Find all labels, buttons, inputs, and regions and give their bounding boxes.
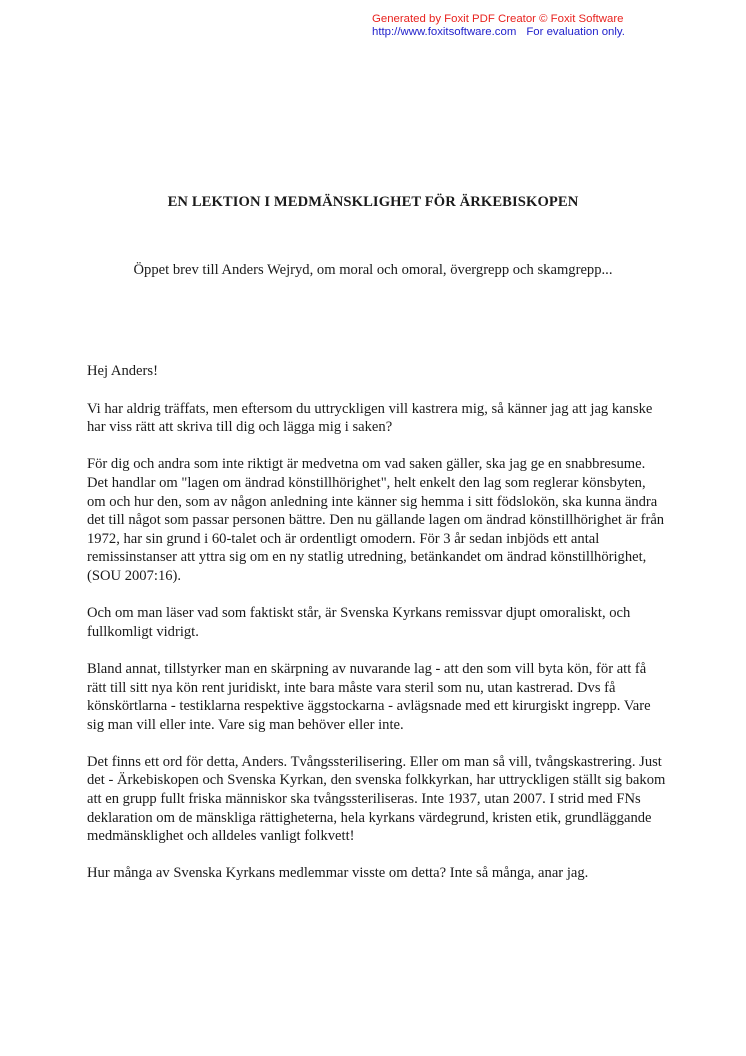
- watermark-url-link[interactable]: http://www.foxitsoftware.com: [372, 26, 517, 38]
- paragraph: För dig och andra som inte riktigt är medvetna om vad saken gäller, ska jag ge en snabbresume. Det handlar om "lagen om ändrad könstillhörighet", helt enkelt den lag som reglerar könsbyten, om och hur den, som av någon anledning inte känner sig hemma i sitt födslokön, ska kunna ändra det till något som passar personen bättre. Den nu gällande lagen om ändrad könstillhörighet är från 1972, har sin grund i 60-talet och är ordentligt omodern. För 3 år sedan inbjöds ett antal remissinstanser att yttra sig om en ny statlig utredning, betänkandet om ändrad könstillhörighet, (SOU 2007:16).: [87, 456, 665, 584]
- paragraph: Hur många av Svenska Kyrkans medlemmar visste om detta? Inte så många, anar jag.: [87, 865, 589, 882]
- watermark-generator-text: Generated by Foxit PDF Creator © Foxit Software: [372, 13, 624, 25]
- letter-body: [87, 362, 667, 902]
- watermark-evaluation-note: For evaluation only.: [526, 26, 625, 38]
- paragraph: Vi har aldrig träffats, men eftersom du uttryckligen vill kastrera mig, så känner jag att jag kanske har viss rätt att skriva till dig och lägga mig i saken?: [87, 400, 653, 436]
- watermark-url-line: [372, 26, 662, 39]
- letter-greeting: Hej Anders!: [87, 363, 158, 379]
- document-subtitle: Öppet brev till Anders Wejryd, om moral och omoral, övergrepp och skamgrepp...: [133, 262, 613, 278]
- paragraph: Det finns ett ord för detta, Anders. Tvångssterilisering. Eller om man så vill, tvångskastrering. Just det - Ärkebiskopen och Svenska Kyrkan, den svenska folkkyrkan, har uttryckligen ställt sig bakom att en grupp fullt friska människor ska tvångssteriliseras. Inte 1937, utan 2007. I strid med FNs deklaration om de mänskliga rättigheterna, hela kyrkans värdegrund, kristen etik, grundläggande medmänsklighet och alldeles vanligt folkvett!: [87, 753, 666, 845]
- evaluation-watermark: [372, 13, 662, 39]
- document-title: EN LEKTION I MEDMÄNSKLIGHET FÖR ÄRKEBISKOPEN: [167, 194, 579, 210]
- paragraph: Bland annat, tillstyrker man en skärpning av nuvarande lag - att den som vill byta kön, för att få rätt till sitt nya kön rent juridiskt, inte bara måste vara steril som nu, utan kastrerad. Dvs få könskörtlarna - testiklarna respektive äggstockarna - avlägsnade med ett kirurgiskt ingrepp. Vare sig man vill eller inte. Vare sig man behöver eller inte.: [87, 660, 651, 733]
- paragraph: Och om man läser vad som faktiskt står, är Svenska Kyrkans remissvar djupt omoraliskt, och fullkomligt vidrigt.: [87, 605, 631, 640]
